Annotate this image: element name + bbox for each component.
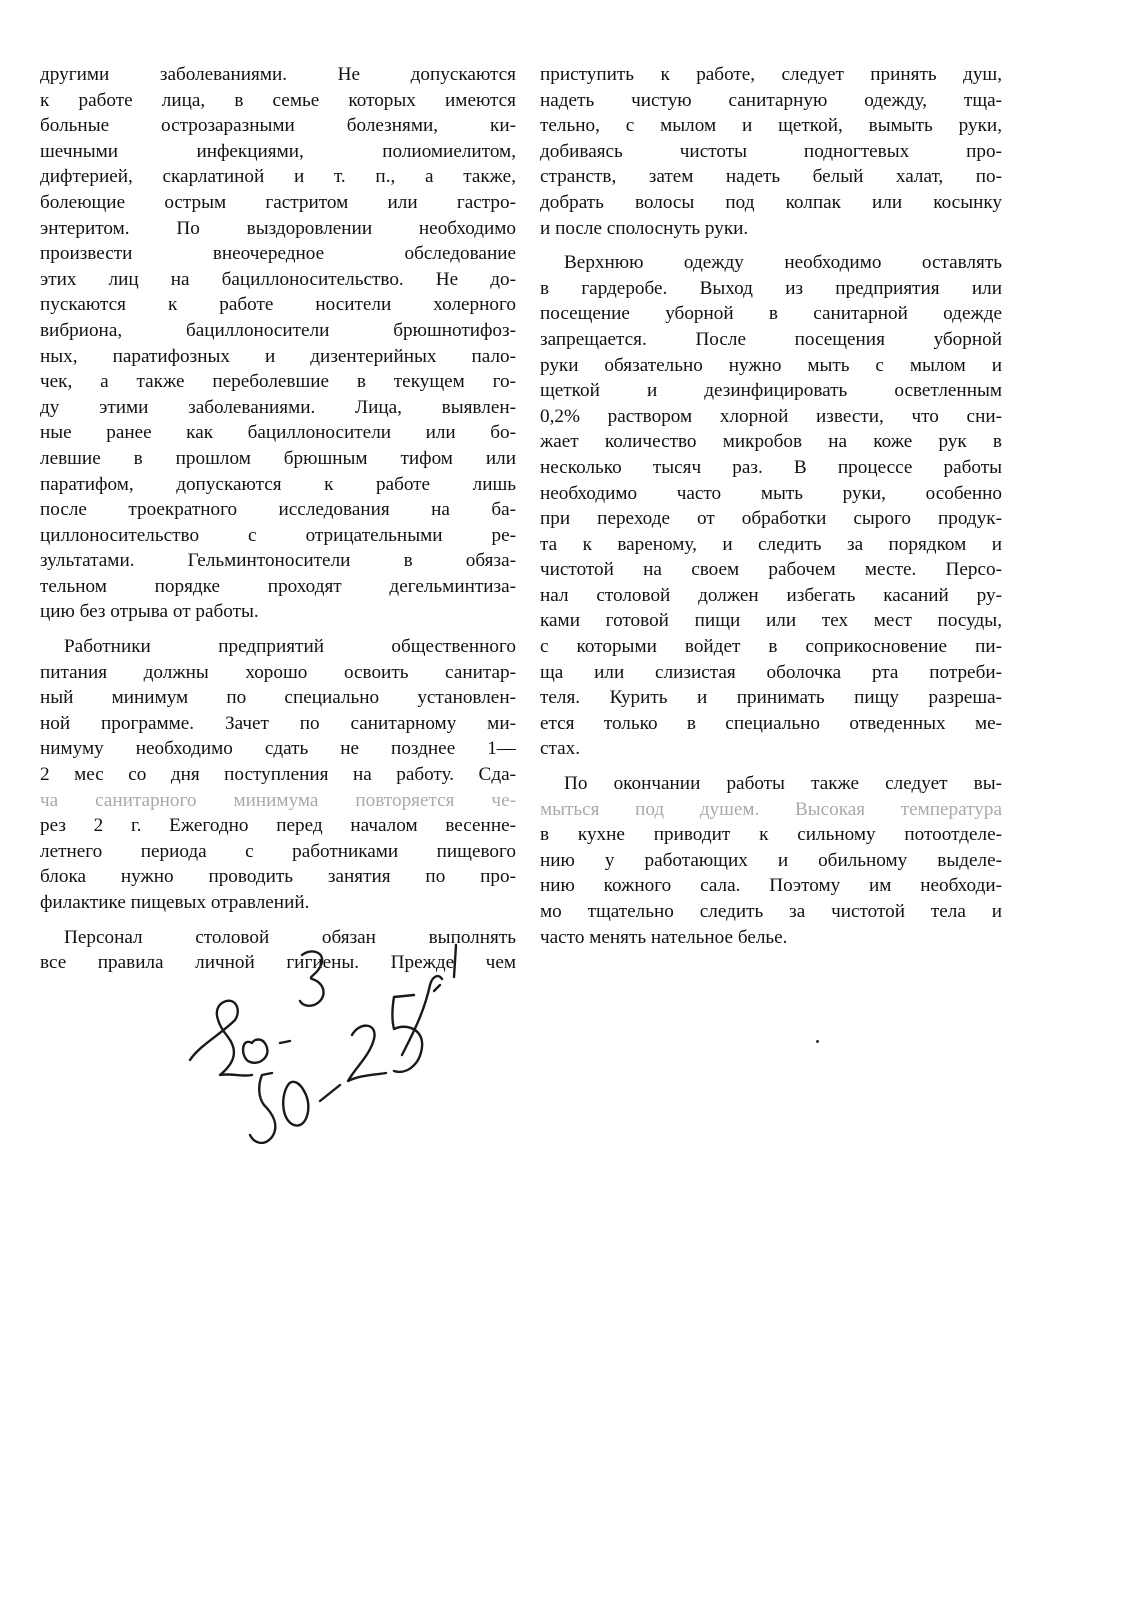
- handwritten-note: [180, 925, 480, 1165]
- text-line: после троекратного исследования на ба-: [40, 499, 516, 521]
- paragraph: [40, 634, 516, 916]
- text-line: рез 2 г. Ежегодно перед началом весенне-: [40, 815, 516, 837]
- text-line: в кухне приводит к сильному потоотделе-: [540, 824, 1002, 846]
- text-line: и после сполоснуть руки.: [540, 217, 749, 239]
- text-line: болеющие острым гастритом или гастро-: [40, 191, 516, 213]
- text-line: при переходе от обработки сырого продук-: [540, 508, 1002, 530]
- text-line: добрать волосы под колпак или косынку: [540, 191, 1002, 213]
- text-line: та к вареному, и следить за порядком и: [540, 533, 1002, 555]
- text-line: добиваясь чистоты подногтевых про-: [540, 140, 1002, 162]
- text-line: ча санитарного минимума повторяется че-: [40, 789, 516, 811]
- text-line: филактике пищевых отравлений.: [40, 892, 310, 913]
- text-line: приступить к работе, следует принять душ,: [540, 64, 1002, 85]
- text-line: произвести внеочередное обследование: [40, 243, 516, 265]
- text-line: вибриона, бациллоносители брюшнотифоз-: [40, 319, 516, 341]
- text-line: ками готовой пищи или тех мест посуды,: [540, 610, 1002, 632]
- text-line: этих лиц на бациллоносительство. Не до-: [40, 268, 516, 290]
- left-text-column: [40, 62, 516, 976]
- paragraph: [540, 250, 1002, 762]
- text-line: странств, затем надеть белый халат, по-: [540, 166, 1002, 188]
- text-line: 0,2% раствором хлорной извести, что сни-: [540, 405, 1002, 427]
- text-line: с которыми войдет в соприкосновение пи-: [540, 636, 1002, 658]
- text-line: Персонал столовой обязан выполнять: [64, 926, 516, 948]
- text-line: надеть чистую санитарную одежду, тща-: [540, 89, 1002, 111]
- text-line: ные ранее как бациллоносители или бо-: [40, 422, 516, 444]
- text-line: питания должны хорошо освоить санитар-: [40, 661, 516, 683]
- text-line: посещение уборной в санитарной одежде: [540, 303, 1002, 325]
- text-line: ется только в специально отведенных ме-: [540, 712, 1002, 734]
- text-line: 2 мес со дня поступления на работу. Сда-: [40, 764, 516, 786]
- text-line: запрещается. После посещения уборной: [540, 328, 1002, 350]
- text-line: дифтерией, скарлатиной и т. п., а также,: [40, 166, 516, 188]
- text-line: необходимо часто мыть руки, особенно: [540, 482, 1002, 504]
- text-line: в гардеробе. Выход из предприятия или: [540, 277, 1002, 299]
- text-line: чистотой на своем рабочем месте. Персо-: [540, 559, 1002, 581]
- text-line: блока нужно проводить занятия по про-: [40, 866, 516, 888]
- text-line: паратифом, допускаются к работе лишь: [40, 473, 516, 495]
- text-line: ный минимум по специально установлен-: [40, 687, 516, 709]
- text-line: циллоносительство с отрицательными ре-: [40, 524, 516, 546]
- text-line: чек, а также переболевшие в текущем го-: [40, 371, 516, 393]
- text-line: все правила личной гигиены. Прежде чем: [40, 952, 516, 974]
- paragraph: [40, 62, 516, 625]
- text-line: щеткой и дезинфицировать осветленным: [540, 380, 1002, 402]
- text-line: руки обязательно нужно мыть с мылом и: [540, 354, 1002, 376]
- text-line: энтеритом. По выздоровлении необходимо: [40, 217, 516, 239]
- text-line: левшие в прошлом брюшным тифом или: [40, 447, 516, 469]
- paragraph: [540, 771, 1002, 950]
- text-line: ду этими заболеваниями. Лица, выявлен-: [40, 396, 516, 418]
- text-line: шечными инфекциями, полиомиелитом,: [40, 140, 516, 162]
- text-line: ной программе. Зачет по санитарному ми-: [40, 712, 516, 734]
- scan-speck: [816, 1040, 819, 1043]
- text-line: ща или слизистая оболочка рта потреби-: [540, 661, 1002, 683]
- text-line: Работники предприятий общественного: [64, 636, 516, 658]
- text-line: нал столовой должен избегать касаний ру-: [540, 584, 1002, 606]
- text-line: тельно, с мылом и щеткой, вымыть руки,: [540, 115, 1002, 137]
- text-line: тельном порядке проходят дегельминтиза-: [40, 575, 516, 597]
- text-line: цию без отрыва от работы.: [40, 601, 259, 623]
- text-line: жает количество микробов на коже рук в: [540, 431, 1002, 453]
- text-line: нимуму необходимо сдать не позднее 1—: [40, 738, 516, 760]
- text-line: стах.: [540, 738, 581, 760]
- text-line: больные острозаразными болезнями, ки-: [40, 115, 516, 137]
- right-text-column: [540, 62, 1002, 950]
- text-line: часто менять нательное белье.: [540, 926, 788, 948]
- text-line: мыться под душем. Высокая температура: [540, 798, 1002, 820]
- text-line: летнего периода с работниками пищевого: [40, 840, 516, 862]
- text-line: несколько тысяч раз. В процессе работы: [540, 456, 1002, 478]
- text-line: ных, паратифозных и дизентерийных пало-: [40, 345, 516, 367]
- text-line: к работе лица, в семье которых имеются: [40, 89, 516, 111]
- text-line: пускаются к работе носители холерного: [40, 294, 516, 316]
- paragraph: [540, 62, 1002, 241]
- text-line: мо тщательно следить за чистотой тела и: [540, 901, 1002, 922]
- text-line: теля. Курить и принимать пищу разреша-: [540, 687, 1002, 709]
- text-line: зультатами. Гельминтоносители в обяза-: [40, 550, 516, 572]
- text-line: Верхнюю одежду необходимо оставлять: [564, 252, 1002, 274]
- text-line: другими заболеваниями. Не допускаются: [40, 64, 516, 85]
- text-line: нию кожного сала. Поэтому им необходи-: [540, 875, 1002, 897]
- text-line: По окончании работы также следует вы-: [564, 773, 1002, 795]
- text-line: нию у работающих и обильному выделе-: [540, 849, 1002, 871]
